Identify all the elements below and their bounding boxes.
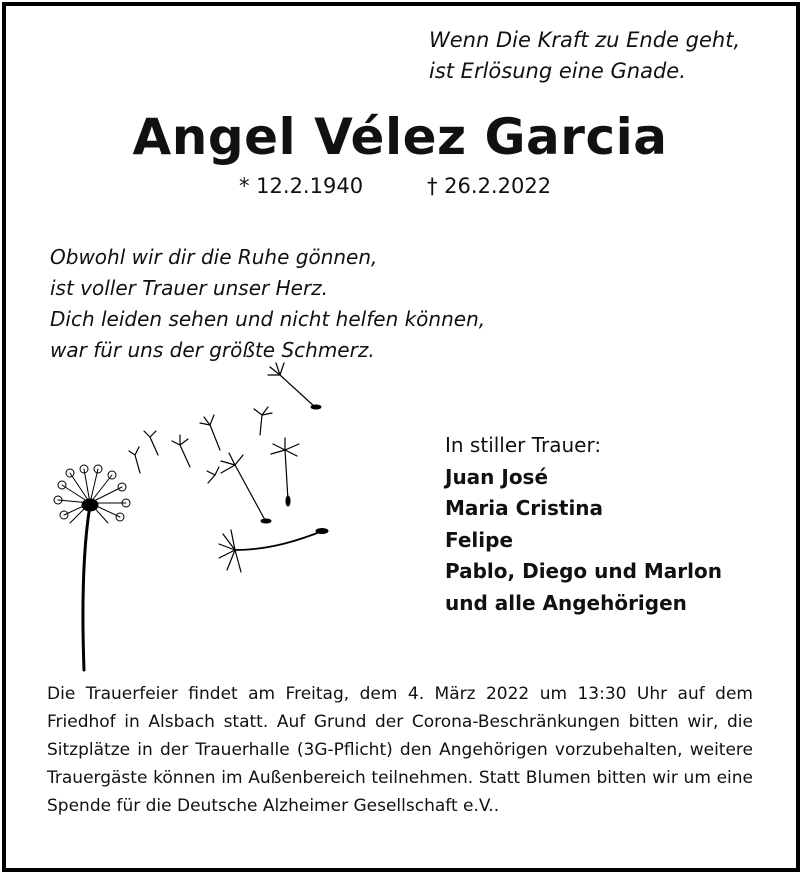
poem — [50, 242, 485, 366]
funeral-notice: Die Trauerfeier findet am Freitag, dem 4. März 2022 um 13:30 Uhr auf dem Friedhof in Alsbach statt. Auf Grund der Corona-Beschränkungen bitten wir, die Sitzplätze in der Trauerhalle (3G-Pflicht) den Angehörigen vorzubehalten, weitere Trauergäste können im Außenbereich teilnehmen. Statt Blumen bitten wir um eine Spende für die Deutsche Alzheimer Gesellschaft e.V.. — [47, 684, 753, 816]
mourner-name: Juan José — [445, 464, 549, 489]
mourner-name: und alle Angehörigen — [445, 590, 687, 615]
poem-line: Dich leiden sehen und nicht helfen können, — [50, 307, 486, 331]
poem-line: Obwohl wir dir die Ruhe gönnen, — [50, 245, 378, 269]
birth-date: * 12.2.1940 — [239, 174, 364, 198]
deceased-name: Angel Vélez Garcia — [132, 108, 668, 166]
poem-line: ist voller Trauer unser Herz. — [50, 276, 329, 300]
death-date: † 26.2.2022 — [427, 174, 552, 198]
dandelion-illustration — [40, 355, 340, 675]
motto-quote: Wenn Die Kraft zu Ende geht, ist Erlösung eine Gnade. — [429, 28, 741, 83]
poem-line: war für uns der größte Schmerz. — [50, 338, 375, 362]
mourners-heading: In stiller Trauer: — [445, 433, 602, 457]
mourner-name: Pablo, Diego und Marlon — [445, 559, 722, 583]
mourner-name: Felipe — [445, 527, 514, 552]
mourners-block — [445, 430, 722, 619]
mourner-name: Maria Cristina — [445, 496, 604, 520]
